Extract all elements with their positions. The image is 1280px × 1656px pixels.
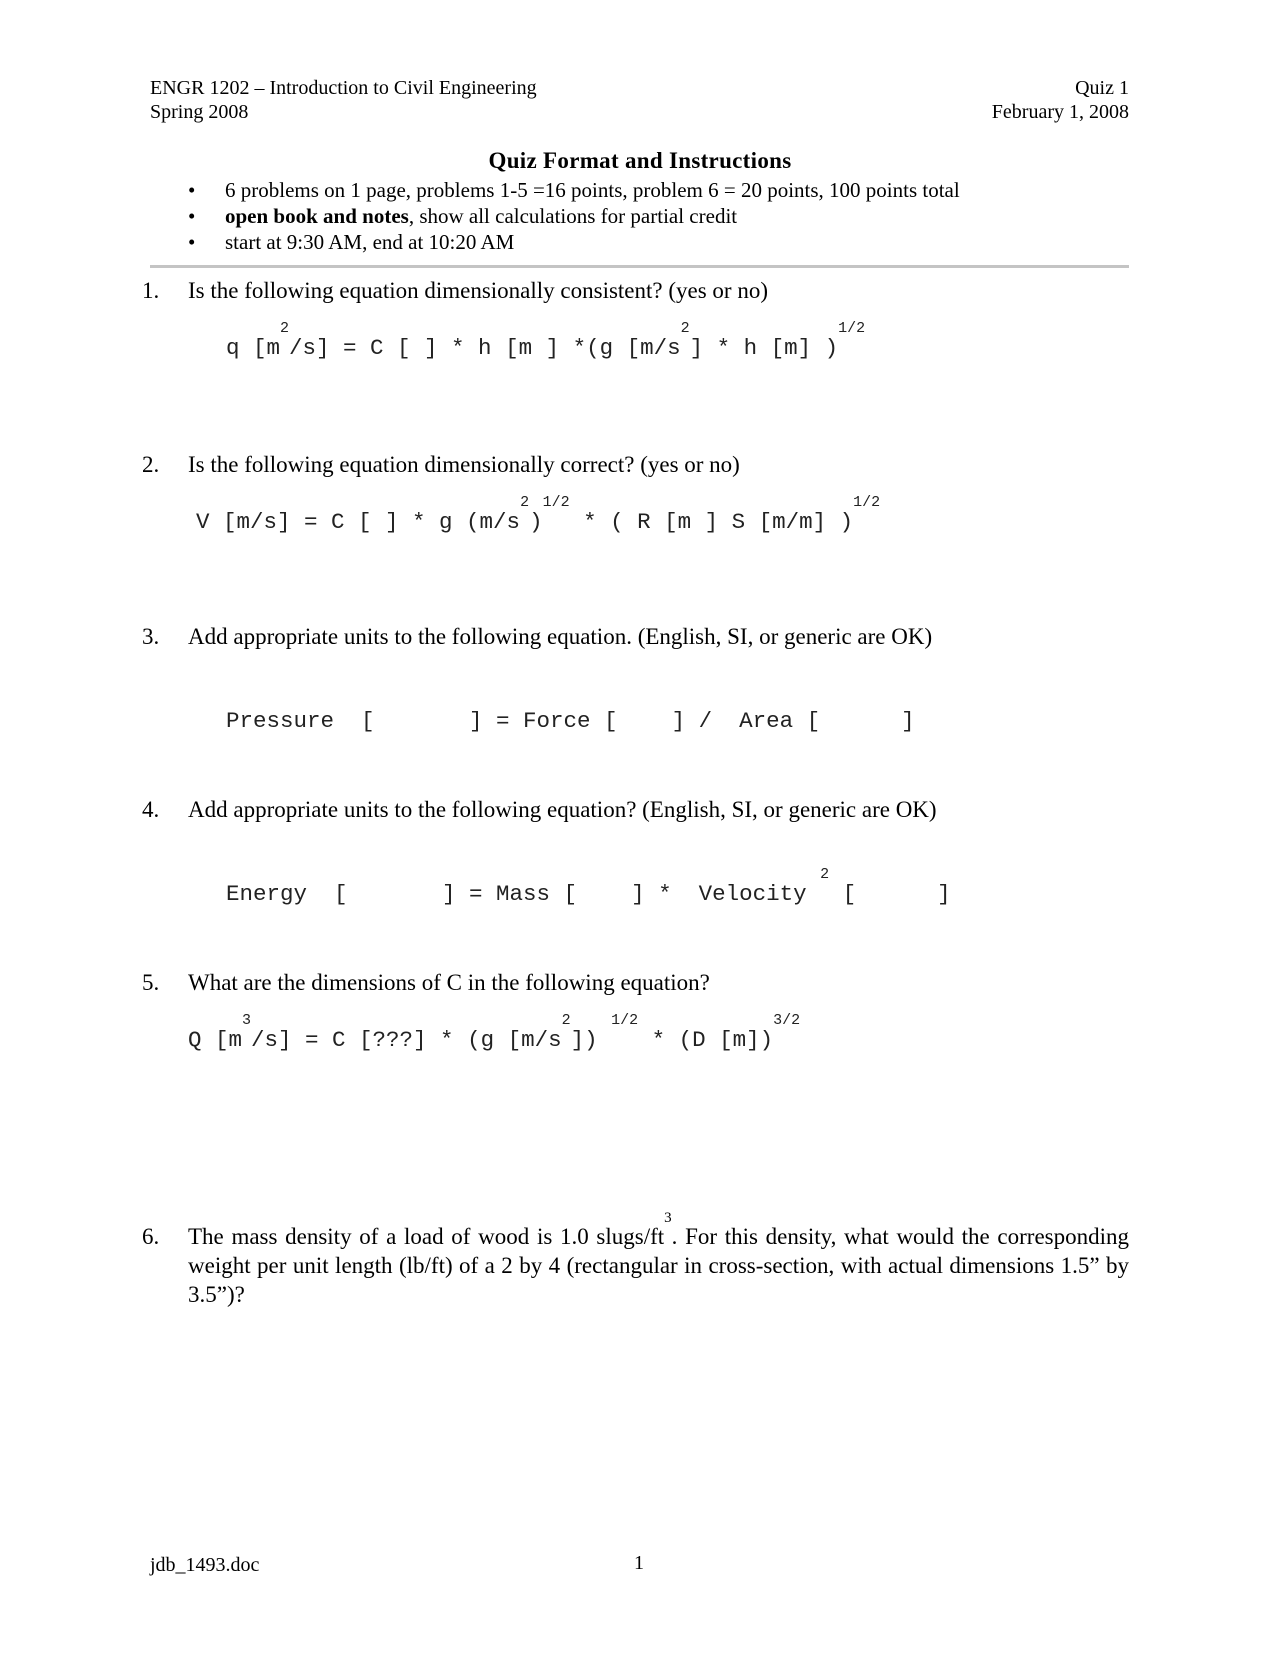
bullet-icon: • (188, 178, 196, 202)
equation: Pressure [ ] = Force [ ] / Area [ ] (226, 708, 915, 734)
equation: Q $[m^3/s] = C$ [???] * (g $[m/s^2]$) $^{1/2}$ * (D [m])$^{3/2}$ (188, 1012, 801, 1053)
problem-text: Is the following equation dimensionally consistent? (yes or no) (188, 278, 768, 303)
bullet-icon: • (188, 204, 196, 228)
bullet-icon: • (188, 230, 196, 254)
problem-text: The mass density of a load of wood is 1.0 slugs/$ft^3$. For this density, what would the corresponding weight per unit length (lb/ft) of a 2 by 4 (rectangular in cross-section, with actual dimensions 1.5” by 3.5”)? (188, 1210, 1129, 1307)
instruction-text: , show all calculations for partial credit (408, 204, 738, 228)
course-title: ENGR 1202 – Introduction to Civil Engineering (150, 77, 537, 99)
problem-text: Is the following equation dimensionally correct? (yes or no) (188, 452, 740, 477)
problem-text: Add appropriate units to the following equation? (English, SI, or generic are OK) (188, 797, 937, 822)
instruction-item: start at 9:30 AM, end at 10:20 AM (225, 230, 515, 254)
instruction-emphasis: open book and notes (225, 204, 409, 228)
problem-text: Add appropriate units to the following equation. (English, SI, or generic are OK) (188, 624, 933, 649)
footer-filename: jdb_1493.doc (150, 1554, 260, 1576)
instructions-title: Quiz Format and Instructions (488, 148, 792, 173)
problem-text: What are the dimensions of C in the following equation? (188, 970, 710, 995)
page-number: 1 (634, 1552, 644, 1574)
term: Spring 2008 (150, 101, 249, 123)
problem-number: 4. (142, 797, 160, 822)
equation: Energy [ ] = Mass [ ] * Velocity $^2$ [ ] (226, 866, 951, 907)
problem-number: 5. (142, 970, 160, 995)
instruction-item (225, 203, 737, 229)
equation: V [m/s] = C [ ] * g $(m/s^2)^{1/2}$ * ( R [m ] S [m/m] )$^{1/2}$ (196, 494, 881, 535)
instruction-item: 6 problems on 1 page, problems 1-5 =16 points, problem 6 = 20 points, 100 points total (225, 178, 960, 202)
problem-number: 6. (142, 1224, 160, 1249)
problem-number: 1. (142, 278, 160, 303)
equation: q $[m^2/s] = C$ [ ] * h [m ] *(g $[m/s^2]$ * h [m] )$^{1/2}$ (226, 320, 866, 361)
problem-number: 3. (142, 624, 160, 649)
divider (150, 265, 1129, 268)
problem-number: 2. (142, 452, 160, 477)
quiz-label: Quiz 1 (1075, 77, 1129, 99)
quiz-date: February 1, 2008 (991, 101, 1129, 123)
